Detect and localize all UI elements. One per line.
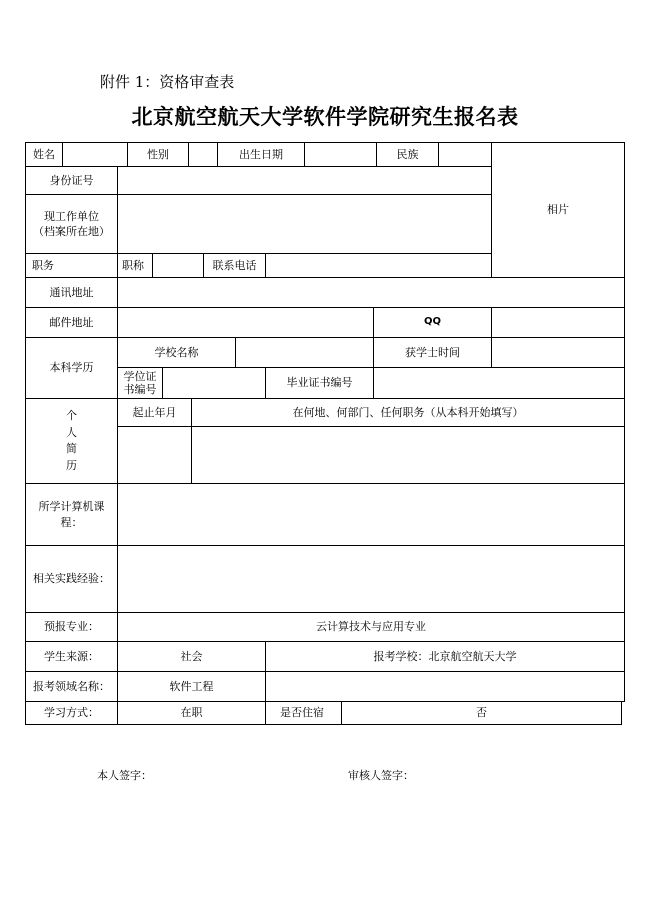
ethnicity-field[interactable] xyxy=(438,142,492,167)
resume-desc-header: 在何地、何部门、任何职务（从本科开始填写） xyxy=(191,398,625,427)
name-field[interactable] xyxy=(62,142,128,167)
practice-field[interactable] xyxy=(117,545,625,613)
resume-period-header: 起止年月 xyxy=(117,398,192,427)
email-field[interactable] xyxy=(117,307,374,338)
grad-cert-field[interactable] xyxy=(373,367,625,399)
study-mode-label: 学习方式： xyxy=(25,701,118,725)
dorm-value[interactable]: 否 xyxy=(341,701,622,725)
title-label: 职称 xyxy=(117,253,153,278)
address-field[interactable] xyxy=(117,277,625,308)
target-school[interactable]: 报考学校：北京航空航天大学 xyxy=(265,641,625,672)
title-field[interactable] xyxy=(152,253,204,278)
resume-period-field[interactable] xyxy=(117,426,192,484)
school-name-field[interactable] xyxy=(235,337,374,368)
id-number-label: 身份证号 xyxy=(25,166,118,195)
source-label: 学生来源： xyxy=(25,641,118,672)
email-label: 邮件地址 xyxy=(25,307,118,338)
attachment-label: 附件 1：资格审查表 xyxy=(100,73,235,91)
major-label: 预报专业： xyxy=(25,612,118,642)
phone-field[interactable] xyxy=(265,253,492,278)
qq-field[interactable] xyxy=(491,307,625,338)
ethnicity-label: 民族 xyxy=(376,142,439,167)
degree-cert-label: 学位证 书编号 xyxy=(117,367,163,399)
photo-box[interactable]: 相片 xyxy=(491,142,625,278)
degree-time-field[interactable] xyxy=(491,337,625,368)
dorm-label: 是否住宿 xyxy=(265,701,342,725)
school-name-label: 学校名称 xyxy=(117,337,236,368)
qq-label: QQ xyxy=(373,307,492,338)
form-title: 北京航空航天大学软件学院研究生报名表 xyxy=(131,104,519,129)
gender-label: 性别 xyxy=(127,142,189,167)
gender-field[interactable] xyxy=(188,142,218,167)
birth-date-field[interactable] xyxy=(304,142,377,167)
position-label: 职务 xyxy=(25,253,118,278)
field-value[interactable]: 软件工程 xyxy=(117,671,266,702)
study-mode-value[interactable]: 在职 xyxy=(117,701,266,725)
resume-label: 个 人 简 历 xyxy=(25,398,118,484)
major-value[interactable]: 云计算技术与应用专业 xyxy=(117,612,625,642)
practice-label: 相关实践经验： xyxy=(25,545,118,613)
degree-time-label: 获学士时间 xyxy=(373,337,492,368)
id-number-field[interactable] xyxy=(117,166,492,195)
phone-label: 联系电话 xyxy=(203,253,266,278)
address-label: 通讯地址 xyxy=(25,277,118,308)
undergrad-label: 本科学历 xyxy=(25,337,118,399)
work-unit-field[interactable] xyxy=(117,194,492,254)
name-label: 姓名 xyxy=(25,142,63,167)
field-extra[interactable] xyxy=(265,671,625,702)
resume-desc-field[interactable] xyxy=(191,426,625,484)
computer-courses-field[interactable] xyxy=(117,483,625,546)
work-unit-label: 现工作单位 （档案所在地） xyxy=(25,194,118,254)
degree-cert-field[interactable] xyxy=(162,367,266,399)
field-label: 报考领域名称： xyxy=(25,671,118,702)
source-value[interactable]: 社会 xyxy=(117,641,266,672)
birth-date-label: 出生日期 xyxy=(217,142,305,167)
reviewer-signature-label: 审核人签字： xyxy=(348,769,414,782)
computer-courses-label: 所学计算机课 程： xyxy=(25,483,118,546)
grad-cert-label: 毕业证书编号 xyxy=(265,367,374,399)
self-signature-label: 本人签字： xyxy=(97,769,152,782)
